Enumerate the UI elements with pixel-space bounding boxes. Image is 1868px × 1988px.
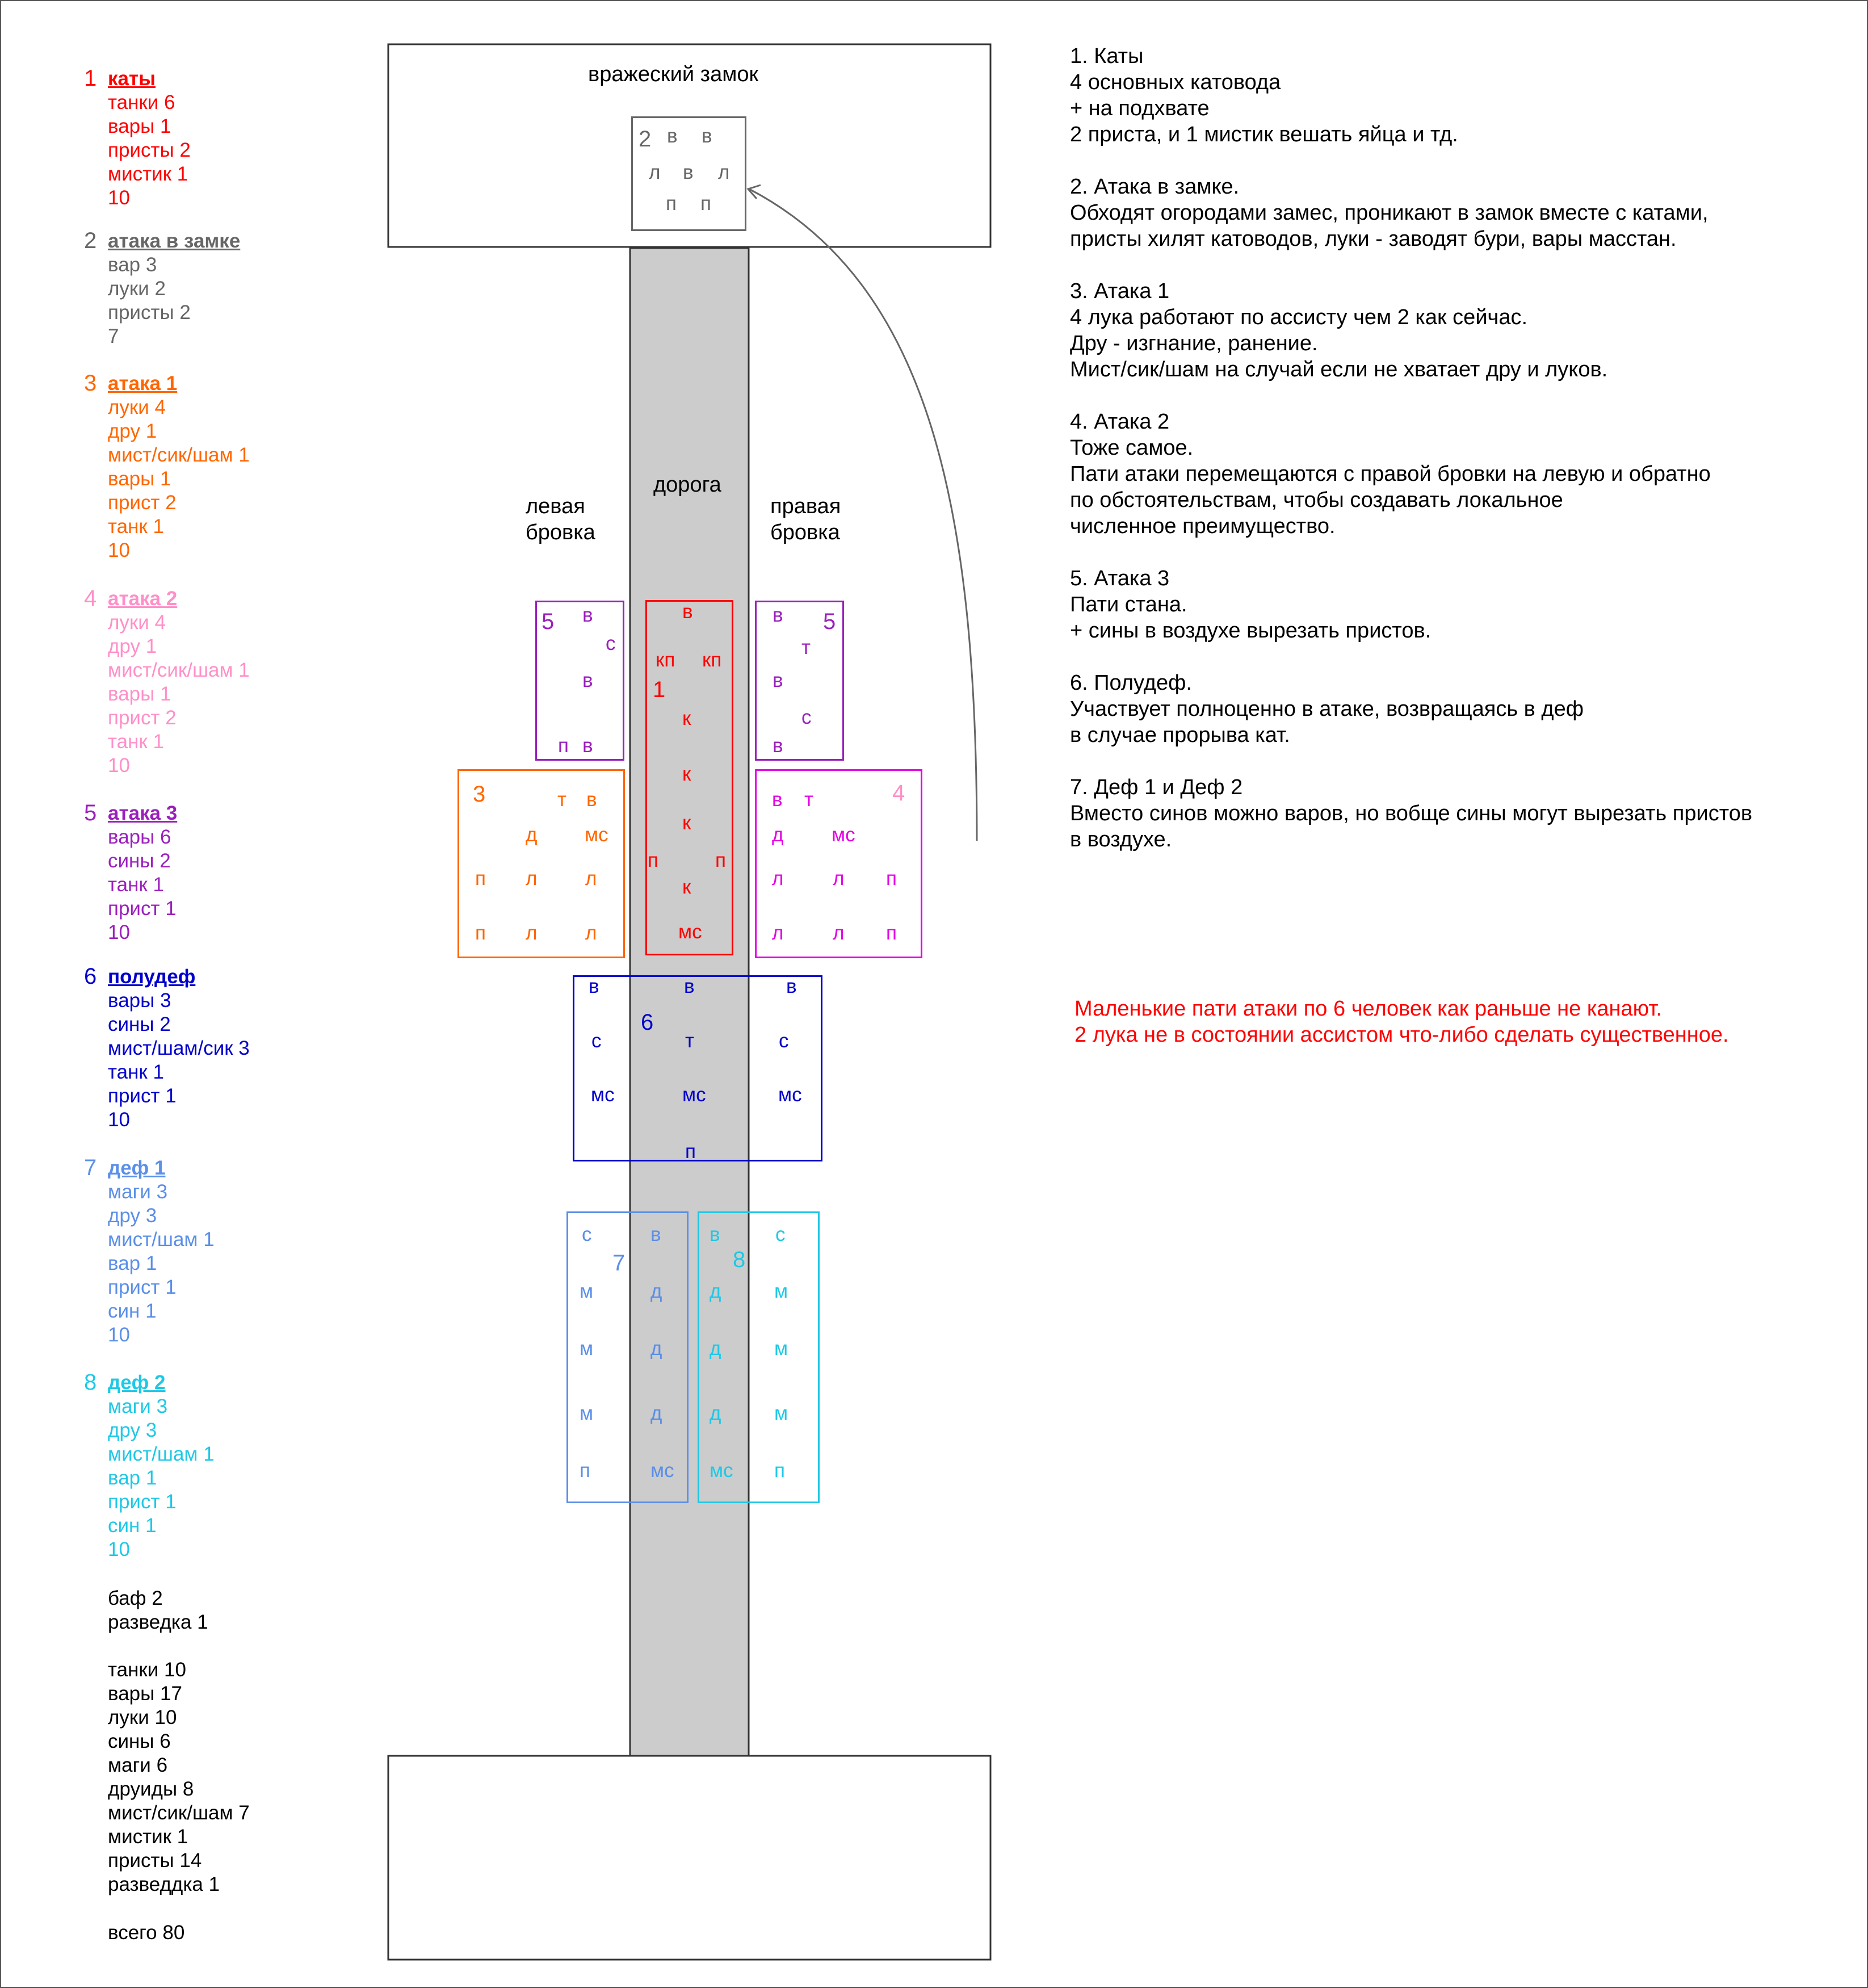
party-member: л: [718, 161, 730, 183]
legend-group-line: 10: [108, 1538, 130, 1561]
legend-group-title: деф 1: [108, 1157, 166, 1179]
legend-group-line: сины 2: [108, 1013, 171, 1035]
legend-group-line: маги 3: [108, 1181, 168, 1203]
party-member: л: [772, 867, 784, 890]
legend-group-line: мист/сик/шам 1: [108, 444, 250, 466]
legend-group-line: дру 3: [108, 1205, 157, 1227]
legend-group-line: прист 1: [108, 1491, 177, 1513]
note-3: 3. Атака 1 4 лука работают по ассисту чем 2 как сейчас. Дру - изгнание, ранение. Мист/сик/шам на случай если не хватает дру и луков.: [1070, 279, 1608, 381]
party-member: в: [650, 1223, 661, 1245]
party-member: в: [773, 604, 783, 626]
party-number: 5: [823, 609, 836, 634]
party-member: мс: [832, 824, 855, 846]
party-member: в: [772, 789, 783, 811]
party-member: т: [801, 636, 811, 659]
party-member: в: [773, 669, 783, 691]
party-member: м: [580, 1280, 594, 1302]
legend-group-line: присты 2: [108, 139, 191, 161]
note-2: 2. Атака в замке. Обходят огородами замес, проникают в замок вместе с катами, присты хилят катоводов, луки - заводят бури, вары масстан.: [1070, 175, 1709, 251]
legend-group-line: дру 1: [108, 420, 157, 442]
legend-group-line: вары 1: [108, 115, 171, 137]
party-member: п: [558, 735, 569, 757]
party-member: л: [649, 161, 661, 183]
party-member: п: [475, 922, 486, 944]
party-member: с: [591, 1030, 602, 1052]
legend-group-title: атака в замке: [108, 230, 241, 252]
party-member: в: [683, 161, 694, 183]
party-member: л: [833, 867, 845, 890]
legend-group-line: маги 3: [108, 1395, 168, 1417]
party-member: в: [682, 601, 693, 623]
legend-grand-total: всего 80: [108, 1922, 185, 1944]
party-member: п: [475, 867, 486, 890]
legend-total-line: мистик 1: [108, 1826, 188, 1848]
party-member: в: [773, 735, 783, 757]
party-member: в: [582, 735, 593, 757]
party-member: п: [700, 192, 711, 215]
note-5: 5. Атака 3 Пати стана. + сины в воздухе вырезать пристов.: [1070, 567, 1432, 643]
party-number: 3: [473, 782, 486, 807]
party-member: в: [710, 1223, 720, 1245]
legend-group-line: 10: [108, 1324, 130, 1346]
legend-group-line: вары 3: [108, 989, 171, 1012]
legend-group-line: вары 1: [108, 683, 171, 705]
left-verge-label: левая бровка: [526, 494, 595, 544]
legend-group-line: сины 2: [108, 850, 171, 872]
legend-group-line: танк 1: [108, 1061, 164, 1083]
legend-group-line: мист/шам 1: [108, 1443, 215, 1465]
note-7: 7. Деф 1 и Деф 2 Вместо синов можно варов, но вобще сины могут вырезать пристов в воздухе.: [1070, 775, 1753, 852]
legend-group-line: вар 3: [108, 254, 157, 276]
party-member: мс: [682, 1084, 706, 1106]
party-member: т: [557, 789, 567, 811]
legend-group-title: атака 3: [108, 802, 178, 824]
party-member: с: [582, 1223, 592, 1245]
party-member: мс: [591, 1084, 615, 1106]
party-member: мс: [678, 921, 702, 943]
party-member: д: [710, 1280, 721, 1302]
legend-group-line: син 1: [108, 1300, 157, 1322]
note-4: 4. Атака 2 Тоже самое. Пати атаки перемещаются с правой бровки на левую и обратно по обстоятельствам, чтобы создавать локальное численное преимущество.: [1070, 410, 1711, 538]
legend-total-line: танки 10: [108, 1659, 186, 1681]
party-member: д: [526, 824, 538, 846]
legend-group-line: син 1: [108, 1515, 157, 1537]
party-member: в: [582, 604, 593, 626]
party-member: д: [650, 1280, 662, 1302]
party-member: д: [710, 1402, 721, 1424]
party-member: в: [667, 125, 678, 147]
note-6: 6. Полудеф. Участвует полноценно в атаке, возвращаясь в деф в случае прорыва кат.: [1070, 671, 1584, 747]
party-box-6: [573, 975, 822, 1161]
legend-group-line: 10: [108, 754, 130, 777]
legend-group-line: 10: [108, 921, 130, 943]
legend-group-line: мист/шам 1: [108, 1228, 215, 1251]
party-member: п: [886, 922, 897, 944]
castle-label: вражеский замок: [588, 62, 759, 86]
party-member: п: [715, 849, 726, 871]
party-member: л: [585, 922, 597, 944]
party-member: мс: [778, 1084, 802, 1106]
legend-group-title: полудеф: [108, 966, 196, 988]
legend-group-line: прист 1: [108, 897, 177, 920]
party-member: д: [650, 1402, 662, 1424]
party-member: п: [886, 867, 897, 890]
legend-group-number: 7: [84, 1155, 97, 1180]
party-member: в: [589, 975, 599, 997]
legend-group-number: 5: [84, 800, 97, 825]
party-member: к: [682, 876, 691, 898]
right-verge-label: правая бровка: [770, 494, 841, 544]
legend-group-line: прист 2: [108, 492, 177, 514]
party-member: к: [682, 812, 691, 834]
party-member: мс: [710, 1459, 733, 1482]
party-number: 8: [733, 1247, 746, 1272]
party-member: п: [685, 1140, 696, 1163]
legend-group-number: 1: [84, 66, 97, 91]
party-number: 4: [892, 781, 905, 806]
legend-total-line: луки 10: [108, 1706, 177, 1729]
party-member: с: [801, 706, 812, 728]
legend-group-line: луки 4: [108, 396, 166, 418]
legend-group-line: танк 1: [108, 515, 164, 538]
legend-total-line: маги 6: [108, 1754, 168, 1776]
party-member: м: [774, 1280, 788, 1302]
party-member: л: [585, 867, 597, 890]
legend-group-number: 6: [84, 964, 97, 989]
legend-group-line: дру 3: [108, 1419, 157, 1441]
legend-group-title: атака 1: [108, 372, 178, 395]
legend-group-line: мист/шам/сик 3: [108, 1037, 250, 1059]
legend-group-number: 4: [84, 586, 97, 611]
legend-group-line: вар 1: [108, 1467, 157, 1489]
party-member: м: [580, 1402, 594, 1424]
legend-group-line: танк 1: [108, 874, 164, 896]
legend-extra-line: баф 2: [108, 1587, 163, 1609]
party-member: д: [772, 824, 784, 846]
party-number: 2: [639, 127, 652, 152]
legend-group-line: прист 1: [108, 1276, 177, 1298]
party-member: к: [682, 763, 691, 785]
party-member: л: [833, 922, 845, 944]
party-member: в: [684, 975, 695, 997]
party-number: 1: [653, 677, 666, 702]
legend-group-title: деф 2: [108, 1372, 166, 1394]
notes-panel: [1070, 43, 1853, 879]
party-member: т: [685, 1030, 695, 1052]
legend-group-line: луки 2: [108, 278, 166, 300]
legend-group-number: 3: [84, 371, 97, 396]
party-member: м: [580, 1337, 594, 1360]
party-member: в: [586, 789, 597, 811]
party-member: л: [526, 867, 538, 890]
party-member: м: [774, 1402, 788, 1424]
party-member: мс: [585, 824, 608, 846]
legend-group-line: луки 4: [108, 611, 166, 634]
legend-group-line: 10: [108, 187, 130, 209]
party-member: в: [702, 125, 712, 147]
party-member: с: [775, 1223, 786, 1245]
legend-group-number: 8: [84, 1370, 97, 1395]
party-member: в: [582, 669, 593, 691]
legend-group-line: присты 2: [108, 301, 191, 324]
party-member: т: [804, 789, 814, 811]
legend-group-line: 10: [108, 1109, 130, 1131]
legend-total-line: вары 17: [108, 1683, 182, 1705]
legend-group-line: 7: [108, 325, 119, 347]
legend-group-line: вары 6: [108, 826, 171, 848]
legend-group-line: танки 6: [108, 91, 175, 114]
legend-group-line: вар 1: [108, 1252, 157, 1274]
party-member: л: [526, 922, 538, 944]
legend-group-title: каты: [108, 68, 156, 90]
legend-total-line: друиды 8: [108, 1778, 194, 1800]
legend-group-line: мист/сик/шам 1: [108, 659, 250, 681]
party-number: 5: [541, 609, 555, 634]
legend-total-line: присты 14: [108, 1849, 202, 1872]
party-member: к: [682, 707, 691, 729]
road-label: дорога: [653, 473, 721, 497]
legend-group-line: 10: [108, 539, 130, 561]
legend-group-line: прист 2: [108, 707, 177, 729]
party-member: д: [650, 1337, 662, 1360]
note-1: 1. Каты 4 основных катовода + на подхвате 2 приста, и 1 мистик вешать яйца и тд.: [1070, 44, 1458, 146]
party-member: в: [786, 975, 797, 997]
party-member: п: [666, 192, 677, 215]
legend-group-title: атака 2: [108, 588, 178, 610]
legend-group-line: вары 1: [108, 468, 171, 490]
party-member: кп: [656, 649, 675, 671]
party-number: 6: [641, 1010, 654, 1035]
legend-group-line: мистик 1: [108, 163, 188, 185]
legend-extra-line: разведка 1: [108, 1611, 208, 1633]
party-member: п: [580, 1459, 590, 1482]
home-castle: [388, 1756, 990, 1960]
party-number: 7: [612, 1251, 626, 1276]
party-member: с: [606, 632, 616, 655]
party-member: м: [774, 1337, 788, 1360]
party-member: л: [772, 922, 784, 944]
party-member: мс: [650, 1459, 674, 1482]
legend-group-line: прист 1: [108, 1085, 177, 1107]
party-member: д: [710, 1337, 721, 1360]
legend-total-line: сины 6: [108, 1730, 171, 1752]
legend-total-line: мист/сик/шам 7: [108, 1802, 250, 1824]
party-member: кп: [702, 649, 722, 671]
warning-text: Маленькие пати атаки по 6 человек как раньше не канают. 2 лука не в состоянии ассистом что-либо сделать существенное.: [1074, 997, 1729, 1047]
party-member: п: [648, 849, 658, 871]
legend-group-line: дру 1: [108, 635, 157, 657]
legend-group-line: танк 1: [108, 731, 164, 753]
legend-group-number: 2: [84, 228, 97, 253]
party-member: п: [774, 1459, 785, 1482]
party-member: с: [779, 1030, 789, 1052]
legend-total-line: разведдка 1: [108, 1873, 220, 1895]
